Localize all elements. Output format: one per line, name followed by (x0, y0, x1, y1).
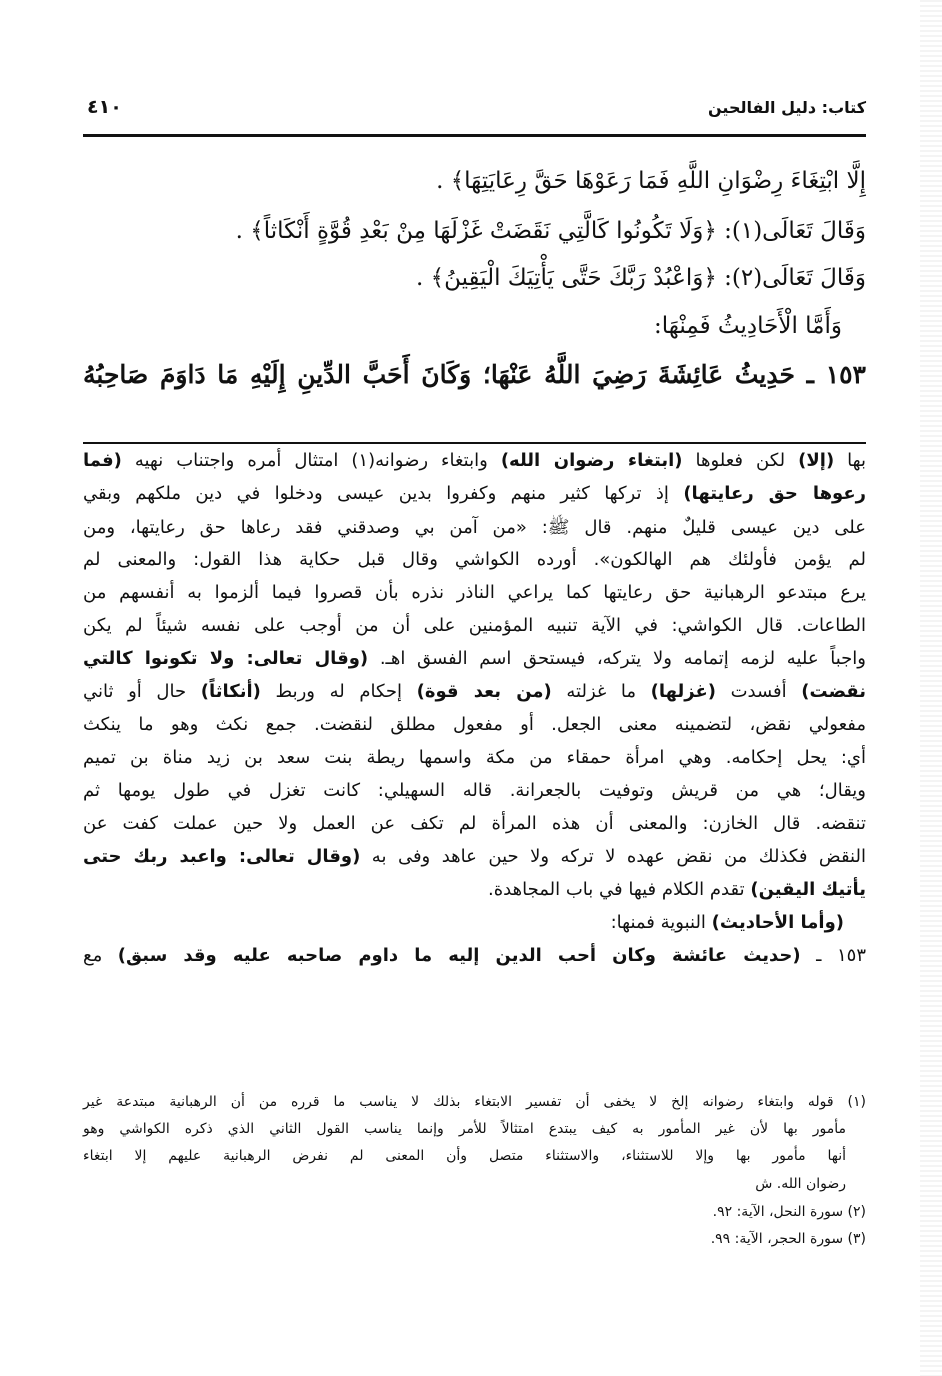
text: حال أو ثاني (83, 681, 201, 702)
sharh-line (83, 747, 866, 768)
sharh-line (83, 780, 866, 801)
bold-text: (وقال تعالى: واعبد ربك حتى (83, 846, 361, 867)
text: ويقال؛ هي من قريش وتوفيت بالجعرانة. قاله السهيلي: كانت تغزل في طول يومها ثم (83, 780, 866, 801)
footnotes-line (83, 1121, 866, 1137)
text: (٣) سورة الحجر، الآية: ٩٩. (710, 1231, 866, 1247)
matn-line (83, 313, 866, 339)
footnotes-line (83, 1094, 866, 1110)
text: لم يؤمن فأولئك هم الهالكون». أورده الكواشي وقال قبل حكاية هذا القول: والمعنى لم (83, 549, 866, 570)
sharh-line (83, 912, 866, 933)
text: أي: يحل إحكامه. وهي امرأة حمقاء من مكة واسمها ريطة بنت سعد بن زيد مناة بن تميم (83, 747, 866, 768)
bold-text: نقضت) (801, 681, 867, 702)
footnotes-line (83, 1231, 866, 1247)
bold-text: يأتيك اليقين) (750, 879, 866, 900)
text: إذ تركها كثير منهم وكفروا بدين عيسى ودخلوا في دين ملكهم وبقي (83, 483, 684, 504)
text: واجباً عليه لزمه إتمامه ولا يتركه، فيستحق اسم الفسق اهـ. (368, 648, 866, 669)
text: يرع مبتدعو الرهبانية حق رعايتها كما يراعي الناذر نذره بأن قصروا فيما ألزموا به أنفسهم من (83, 582, 866, 603)
bold-text: (ابتغاء رضوان الله) (500, 450, 683, 471)
bold-text: (وقال تعالى: ولا تكونوا كالتي (83, 648, 369, 669)
text: إحكام له وربط (260, 681, 417, 702)
book-title: كتاب: دليل الفالحين (708, 98, 866, 117)
text: مفعولي نقض، لتضمينه معنى الجعل. أو مفعول مطلق لنقضت. جمع نكث وهو ما ينكث (83, 714, 866, 735)
bold-text: (فما (83, 450, 122, 471)
text: ما غزلته (551, 681, 651, 702)
text: تقدم الكلام فيها في باب المجاهدة. (488, 879, 751, 900)
sharh-line (83, 681, 866, 702)
sharh-line (83, 549, 866, 570)
sharh-line (83, 615, 866, 636)
page-number: ٤١٠ (87, 96, 122, 118)
text: (١) قوله وابتغاء رضوانه إلخ لا يخفى أن تفسير الابتغاء بذلك لا يناسب ما قرره من أن الرهبانية مبتدعة غير (83, 1094, 866, 1110)
bold-text: (وأما الأحاديث) (711, 912, 844, 933)
bold-text: (غزلها) (650, 681, 716, 702)
text: مع (83, 945, 118, 966)
text: على دين عيسى قليلٌ منهم. قال ﷺ: «من آمن بي وصدقني فقد رعاها حق رعايتها، ومن (83, 517, 866, 538)
text: النبوية فمنها: (610, 912, 712, 933)
text: مأمور بها لأن غير المأمور به كيف يبتدع امتثالاً للأمر وإنما يناسب القول الثاني الذي ذكره الكواشي وهو (83, 1121, 846, 1137)
sharh-line (83, 450, 866, 471)
text: أنها مأمور بها وإلا للاستثناء، والاستثناء متصل وأن المعنى لم نفرض الرهبانية عليهم إلا ابتغاء (83, 1148, 846, 1164)
sharh-line (83, 648, 866, 669)
text: النقض فكذلك من نقض عهده لا تركه ولا حين عاهد وفى به (360, 846, 866, 867)
text: أفسدت (716, 681, 802, 702)
matn-line (83, 168, 866, 194)
footnotes-line (83, 1148, 866, 1164)
bold-text: (من بعد قوة) (416, 681, 552, 702)
sharh-line (83, 813, 866, 834)
text: وَقَالَ تَعَالَى(١): ﴿وَلَا تَكُونُوا كَالَّتِي نَقَضَتْ غَزْلَهَا مِنْ بَعْدِ قُوَّةٍ أَنْكَاثاً﴾ . (235, 218, 866, 244)
text: تنقضه. قال الخازن: والمعنى أن هذه المرأة لم تكف عن العمل ولا حين عملت كفت عن (83, 813, 866, 834)
bold-text: رعوها حق رعايتها) (683, 483, 866, 504)
sharh-line (83, 582, 866, 603)
text: بها (834, 450, 866, 471)
matn-line (83, 265, 866, 291)
text: وَقَالَ تَعَالَى(٢): ﴿وَاعْبُدْ رَبَّكَ حَتَّى يَأْتِيَكَ الْيَقِينُ﴾ . (415, 265, 866, 291)
sharh-line (83, 846, 866, 867)
sharh-line (83, 714, 866, 735)
bold-text: (أنكاثاً) (200, 681, 261, 702)
sharh-line (83, 516, 866, 542)
text: وابتغاء رضوانه(١) امتثال أمره واجتناب نهيه (121, 450, 501, 471)
header-rule (83, 134, 866, 137)
section-divider (83, 442, 866, 444)
matn-line (83, 360, 866, 389)
bold-text: (حديث عائشة وكان أحب الدين إليه ما داوم صاحبه عليه وقد سبق) (117, 945, 801, 966)
text: (٢) سورة النحل، الآية: ٩٢. (712, 1204, 866, 1220)
sharh-line (83, 945, 866, 966)
text: ١٥٣ ـ حَدِيثُ عَائِشَةَ رَضِيَ اللَّهُ عَنْهَا؛ وَكَانَ أَحَبَّ الدِّينِ إِلَيْهِ مَا دَاوَمَ صَاحِبُهُ (83, 360, 866, 389)
scan-edge (920, 0, 942, 1376)
footnotes-line (83, 1176, 866, 1192)
running-header (83, 96, 866, 126)
text: وَأَمَّا الْأَحَادِيثُ فَمِنْهَا: (654, 313, 842, 339)
sharh-line (83, 879, 866, 900)
text: إِلَّا ابْتِغَاءَ رِضْوَانِ اللَّهِ فَمَا رَعَوْهَا حَقَّ رِعَايَتِهَا﴾ . (436, 168, 866, 194)
text: الطاعات. قال الكواشي: في الآية تنبيه المؤمنين على أن من أوجب على نفسه شيئاً لم يكن (83, 615, 866, 636)
footnotes-line (83, 1204, 866, 1220)
text: ١٥٣ ـ (800, 945, 867, 966)
matn-line (83, 218, 866, 244)
sharh-line (83, 483, 866, 504)
text: رضوان الله. ش (755, 1176, 846, 1192)
text: لكن فعلوها (682, 450, 799, 471)
bold-text: (إلا) (798, 450, 835, 471)
